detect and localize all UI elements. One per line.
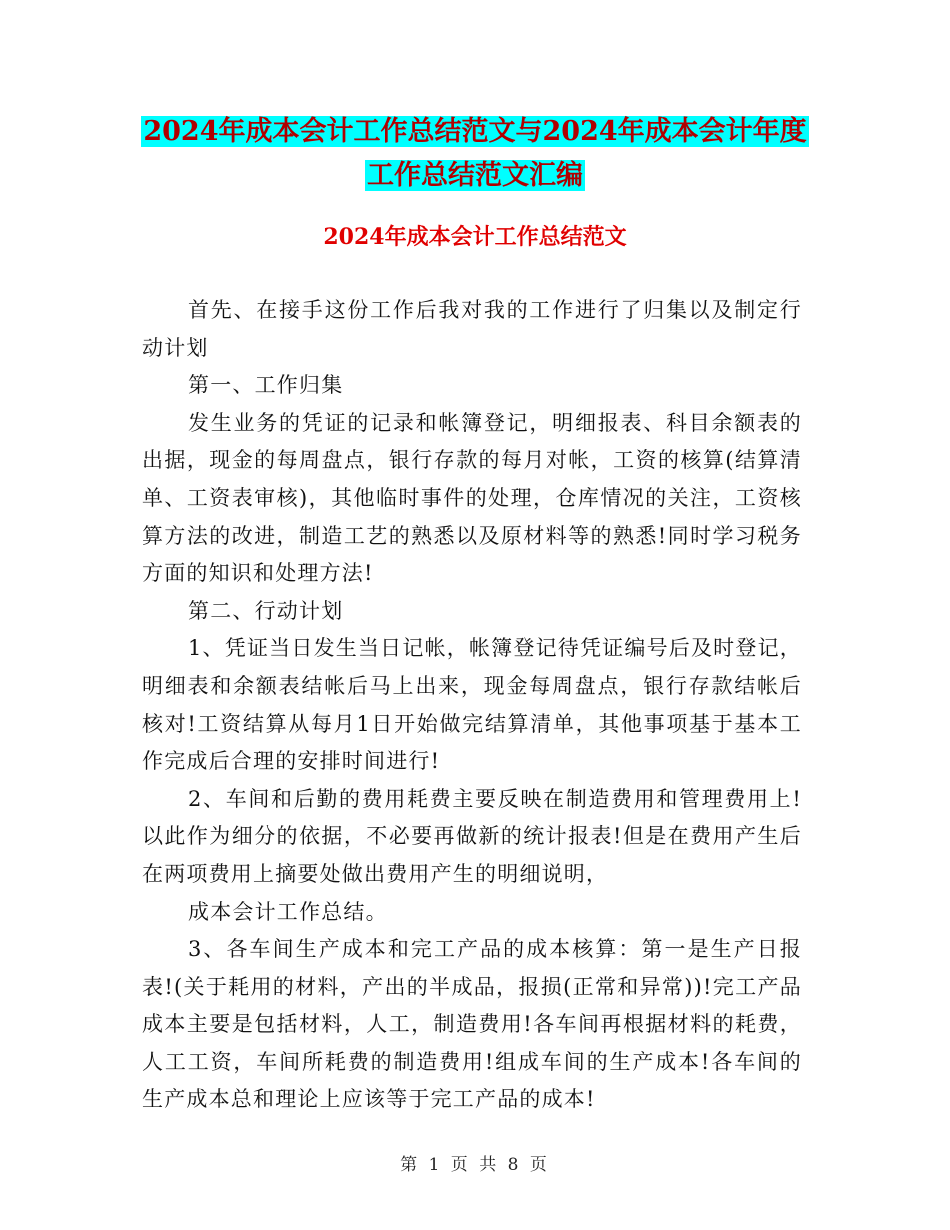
paragraph: 首先、在接手这份工作后我对我的工作进行了归集以及制定行动计划 bbox=[142, 298, 802, 360]
page-footer: 第 1 页 共 8 页 bbox=[400, 1155, 550, 1175]
section-title: 2024年成本会计工作总结范文 bbox=[323, 224, 627, 250]
paragraph: 1、凭证当日发生当日记帐，帐簿登记待凭证编号后及时登记，明细表和余额表结帐后马上出来，现金每周盘点，银行存款结帐后核对!工资结算从每月1日开始做完结算清单，其他事项基于基本工作完成后合理的安排时间进行! bbox=[142, 636, 802, 774]
title-line-2: 工作总结范文汇编 bbox=[367, 160, 583, 191]
body-text bbox=[142, 292, 802, 1119]
paragraph: 成本会计工作总结。 bbox=[188, 899, 388, 924]
paragraph: 3、各车间生产成本和完工产品的成本核算：第一是生产日报表!(关于耗用的材料，产出的半成品，报损(正常和异常))!完工产品成本主要是包括材料，人工，制造费用!各车间再根据材料的耗费，人工工资，车间所耗费的制造费用!组成车间的生产成本!各车间的生产成本总和理论上应该等于完工产品的成本! bbox=[142, 937, 802, 1112]
paragraph: 第二、行动计划 bbox=[188, 598, 344, 623]
paragraph: 发生业务的凭证的记录和帐簿登记，明细报表、科目余额表的出据，现金的每周盘点，银行存款的每月对帐，工资的核算(结算清单、工资表审核)，其他临时事件的处理，仓库情况的关注，工资核算方法的改进，制造工艺的熟悉以及原材料等的熟悉!同时学习税务方面的知识和处理方法! bbox=[142, 410, 802, 586]
paragraph: 第一、工作归集 bbox=[188, 373, 344, 398]
paragraph: 2、车间和后勤的费用耗费主要反映在制造费用和管理费用上!以此作为细分的依据，不必要再做新的统计报表!但是在费用产生后在两项费用上摘要处做出费用产生的明细说明， bbox=[142, 786, 802, 886]
title-line-1: 2024年成本会计工作总结范文与2024年成本会计年度 bbox=[143, 116, 807, 147]
document-title bbox=[0, 110, 950, 198]
